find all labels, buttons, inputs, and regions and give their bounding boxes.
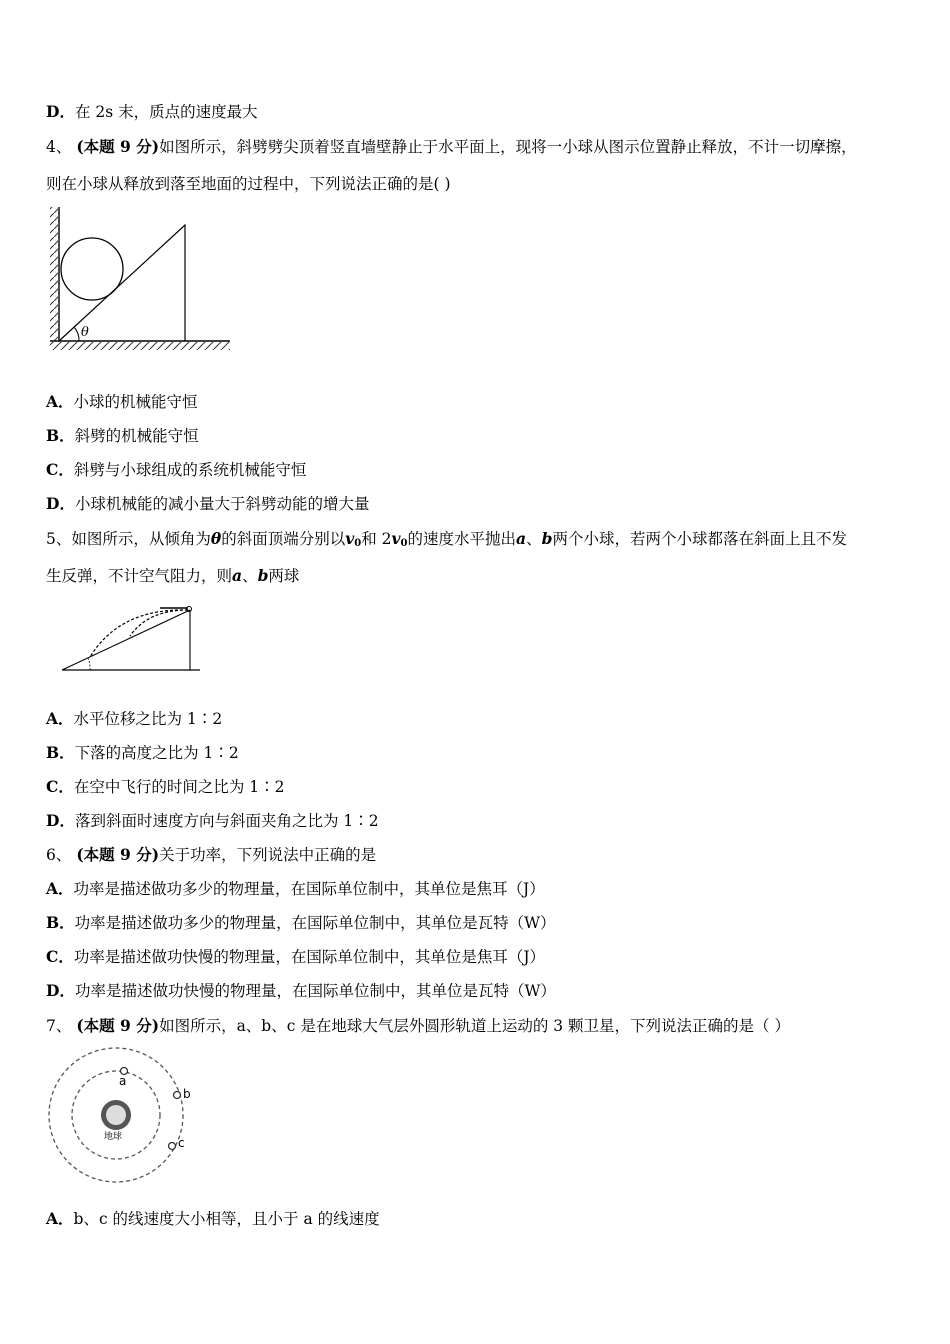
- stem-part: 两个小球，若两个小球都落在斜面上且不发: [552, 530, 847, 548]
- stem-part: 生反弹，不计空气阻力，则: [46, 567, 233, 585]
- question-points: (本题 9 分): [76, 1016, 160, 1035]
- q4-stem-line2: [46, 174, 451, 194]
- stem-part: 的速度水平抛出: [407, 530, 517, 548]
- ball-a-symbol: a: [232, 566, 243, 585]
- earth-highlight: [106, 1105, 126, 1125]
- option-letter: B．: [46, 426, 75, 445]
- incline: [62, 610, 190, 670]
- stem-part: 和 2: [361, 530, 392, 548]
- option-text: 斜劈的机械能守恒: [74, 427, 199, 445]
- option-text: 水平位移之比为 1∶2: [73, 710, 223, 728]
- satellite-b: [174, 1092, 181, 1099]
- question-points: (本题 9 分): [76, 137, 160, 156]
- question-stem: 如图所示，斜劈劈尖顶着竖直墙壁静止于水平面上，现将一小球从图示位置静止释放，不计一切摩擦，: [159, 138, 857, 156]
- option-text: b、c 的线速度大小相等，且小于 a 的线速度: [73, 1210, 380, 1228]
- satellite-c-label: c: [178, 1136, 185, 1150]
- q6-option-a: [46, 879, 545, 899]
- ball: [61, 238, 123, 300]
- wall-hatching: [50, 207, 58, 341]
- q5-option-d: [46, 811, 379, 831]
- satellite-a-label: a: [119, 1074, 127, 1088]
- q6-option-d: [46, 981, 556, 1001]
- v-symbol: v: [391, 529, 401, 548]
- option-letter: B．: [46, 913, 75, 932]
- option-letter: A．: [46, 392, 74, 411]
- q5-option-b: [46, 743, 239, 763]
- ball-b-symbol: b: [541, 529, 553, 548]
- option-letter: A．: [46, 709, 74, 728]
- ground-hatching: [50, 342, 230, 350]
- stem-part: 如图所示，从倾角为: [71, 530, 211, 548]
- q5-stem-line1: [46, 529, 847, 554]
- option-letter: A．: [46, 879, 74, 898]
- option-text: 下落的高度之比为 1∶2: [74, 744, 239, 762]
- question-points: (本题 9 分): [76, 845, 160, 864]
- v-symbol: v: [345, 529, 355, 548]
- option-text: 落到斜面时速度方向与斜面夹角之比为 1∶2: [74, 812, 379, 830]
- q5-stem-line2: [46, 566, 299, 586]
- stem-part: 两球: [268, 567, 300, 585]
- angle-label: θ: [81, 325, 89, 340]
- separator: 、: [526, 530, 542, 548]
- theta-symbol: θ: [210, 529, 222, 548]
- option-text: 功率是描述做功快慢的物理量，在国际单位制中，其单位是瓦特（W）: [74, 982, 556, 1000]
- option-letter: D．: [46, 981, 75, 1000]
- question-stem: 关于功率，下列说法中正确的是: [159, 846, 377, 864]
- q6-option-c: [46, 947, 545, 967]
- ball-b-symbol: b: [257, 566, 269, 585]
- option-letter: C．: [46, 947, 74, 966]
- wedge: [59, 225, 185, 341]
- option-text: 功率是描述做功多少的物理量，在国际单位制中，其单位是焦耳（J）: [73, 880, 545, 898]
- question-number: 4、: [46, 138, 72, 156]
- q4-option-a: [46, 392, 198, 412]
- trajectory-a: [130, 610, 188, 636]
- q5-option-a: [46, 709, 222, 729]
- option-letter: C．: [46, 460, 74, 479]
- q7-stem: [46, 1016, 790, 1036]
- option-text: 在空中飞行的时间之比为 1∶2: [73, 778, 285, 796]
- stem-part: 的斜面顶端分别以: [221, 530, 346, 548]
- option-letter: D．: [46, 494, 75, 513]
- subscript: 0: [354, 538, 362, 549]
- question-stem: 如图所示，a、b、c 是在地球大气层外圆形轨道上运动的 3 颗卫星，下列说法正确的是（ ）: [159, 1017, 790, 1035]
- question-number: 5、: [46, 530, 72, 548]
- q6-option-b: [46, 913, 556, 933]
- option-letter: D．: [46, 102, 75, 121]
- q4-option-b: [46, 426, 199, 446]
- option-text: 在 2s 末，质点的速度最大: [74, 103, 258, 121]
- orbit-figure: [46, 1046, 206, 1186]
- angle-arc: [74, 327, 79, 341]
- option-letter: A．: [46, 1209, 74, 1228]
- satellite-c: [169, 1143, 176, 1150]
- q4-stem-line1: [46, 137, 857, 157]
- angle-arc: [88, 658, 90, 670]
- separator: 、: [242, 567, 258, 585]
- wedge-figure: [46, 205, 236, 355]
- q6-stem: [46, 845, 376, 865]
- option-text: 斜劈与小球组成的系统机械能守恒: [73, 461, 307, 479]
- option-text: 功率是描述做功快慢的物理量，在国际单位制中，其单位是焦耳（J）: [73, 948, 546, 966]
- q4-option-d: [46, 494, 369, 514]
- option-letter: D．: [46, 811, 75, 830]
- incline-figure: [60, 600, 205, 675]
- q7-option-a: [46, 1209, 380, 1229]
- earth-label: 地球: [104, 1132, 123, 1142]
- option-text: 功率是描述做功多少的物理量，在国际单位制中，其单位是瓦特（W）: [74, 914, 556, 932]
- q5-option-c: [46, 777, 285, 797]
- option-text: 小球机械能的减小量大于斜劈动能的增大量: [74, 495, 370, 513]
- option-text: 小球的机械能守恒: [73, 393, 198, 411]
- ball-a-symbol: a: [516, 529, 527, 548]
- option-letter: C．: [46, 777, 74, 796]
- q3-option-d: [46, 102, 258, 122]
- question-stem-continued: 则在小球从释放到落至地面的过程中，下列说法正确的是( ): [46, 175, 451, 193]
- q4-option-c: [46, 460, 306, 480]
- subscript: 0: [400, 538, 408, 549]
- satellite-b-label: b: [183, 1087, 191, 1101]
- question-number: 6、: [46, 846, 72, 864]
- question-number: 7、: [46, 1017, 72, 1035]
- option-letter: B．: [46, 743, 75, 762]
